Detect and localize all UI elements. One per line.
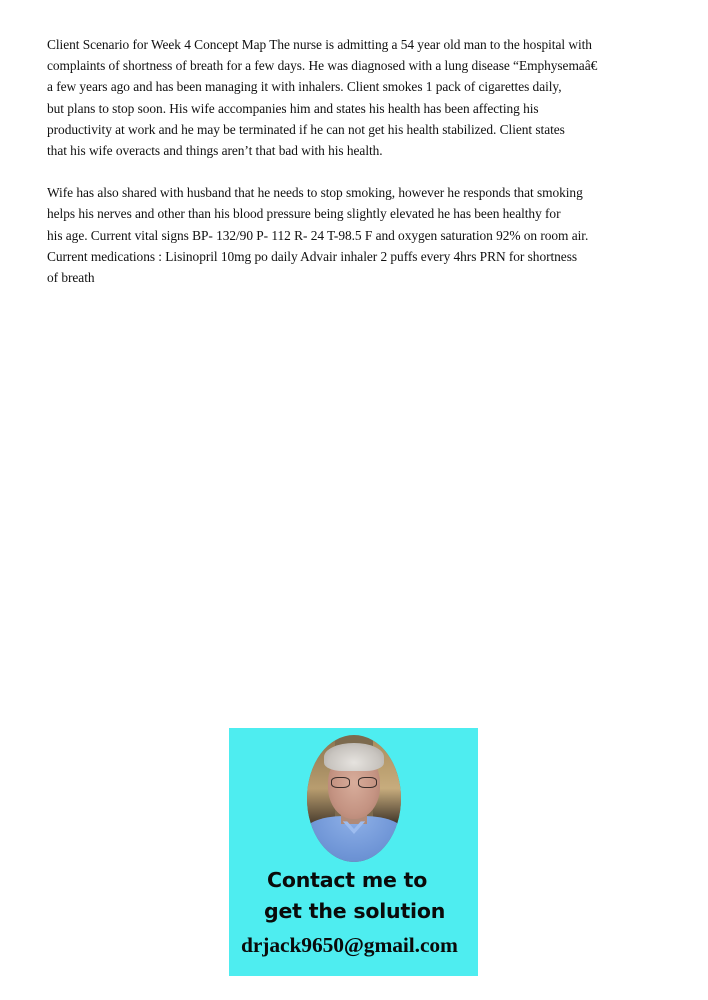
text-line: Client Scenario for Week 4 Concept Map The nurse is admitting a 54 year old man to the hospital with (47, 37, 592, 52)
promo-heading-line1: Contact me to (267, 868, 428, 892)
promo-heading-line2: get the solution (264, 899, 446, 923)
photo-hair (324, 743, 384, 771)
text-line: his age. Current vital signs BP- 132/90 P- 112 R- 24 T-98.5 F and oxygen saturation 92% on room air. (47, 227, 589, 243)
portrait-photo (307, 735, 401, 862)
text-line: that his wife overacts and things aren’t that bad with his health. (47, 143, 383, 159)
scenario-paragraph (47, 34, 647, 161)
text-line: but plans to stop soon. His wife accompanies him and states his health has been affecting his (47, 100, 539, 116)
contact-email[interactable]: drjack9650@gmail.com (241, 933, 458, 957)
contact-promo-banner[interactable] (229, 728, 478, 976)
glasses-lens-left (331, 777, 350, 788)
text-line: helps his nerves and other than his blood pressure being slightly elevated he has been healthy for (47, 206, 561, 222)
glasses-lens-right (358, 777, 377, 788)
vitals-paragraph (47, 182, 647, 288)
text-line: complaints of shortness of breath for a few days. He was diagnosed with a lung disease “Emphysemaâ€ (47, 58, 598, 74)
text-line: Wife has also shared with husband that he needs to stop smoking, however he responds that smoking (47, 185, 583, 201)
text-line: of breath (47, 270, 95, 286)
text-line: Current medications : Lisinopril 10mg po daily Advair inhaler 2 puffs every 4hrs PRN for shortness (47, 248, 578, 264)
document-body (47, 34, 647, 288)
text-line: a few years ago and has been managing it with inhalers. Client smokes 1 pack of cigarettes daily, (47, 79, 562, 95)
glasses-icon (331, 777, 376, 788)
text-line: productivity at work and he may be terminated if he can not get his health stabilized. Client states (47, 121, 565, 137)
